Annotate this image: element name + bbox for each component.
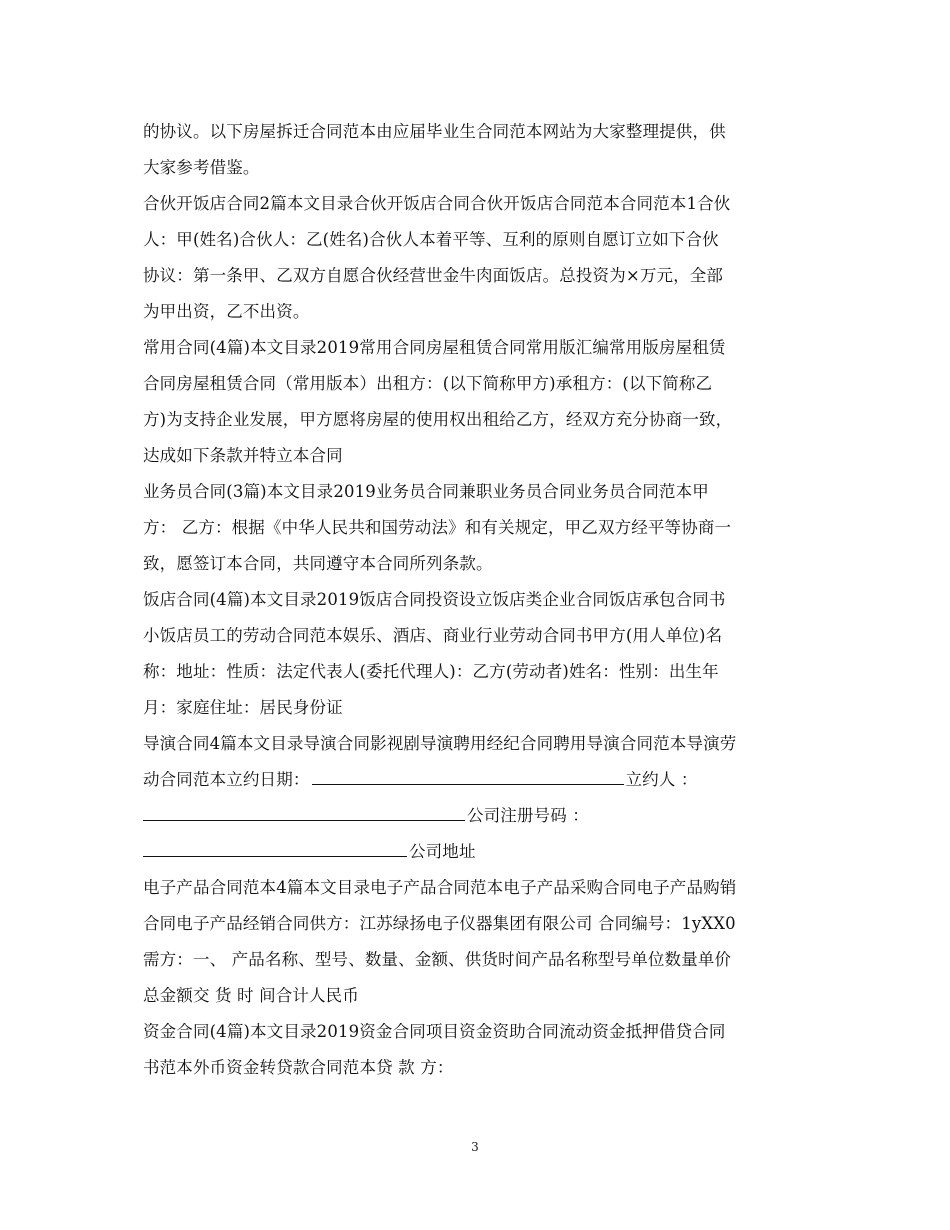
text-line: 书范本外币资金转贷款合同范本贷 款 方： — [143, 1058, 454, 1077]
text-line: 致，愿签订本合同，共同遵守本合同所列条款。 — [143, 554, 493, 573]
text-line: 合伙开饭店合同2篇本文目录合伙开饭店合同合伙开饭店合同范本合同范本1合伙 — [143, 194, 731, 213]
text-line: 小饭店员工的劳动合同范本娱乐、酒店、商业行业劳动合同书甲方(用人单位)名 — [143, 626, 723, 645]
text-line: 为甲出资，乙不出资。 — [143, 302, 310, 321]
text-line: 常用合同(4篇)本文目录2019常用合同房屋租赁合同常用版汇编常用版房屋租赁 — [143, 338, 726, 357]
text-line: 大家参考借鉴。 — [143, 158, 260, 177]
date-label: 动合同范本立约日期： — [143, 770, 310, 789]
text-line: 称：地址：性质：法定代表人(委托代理人)：乙方(劳动者)姓名：性别：出生年 — [143, 662, 719, 681]
paragraph-salesperson-contract — [143, 474, 819, 582]
paragraph-funding-contract — [143, 1014, 819, 1086]
date-blank-line — [312, 762, 624, 785]
paragraph-electronics-contract — [143, 870, 819, 1014]
text-line: 方)为支持企业发展，甲方愿将房屋的使用权出租给乙方，经双方充分协商一致， — [143, 410, 733, 429]
company-reg-blank-line — [143, 834, 407, 857]
text-line: 月：家庭住址：居民身份证 — [143, 698, 343, 717]
text-line — [143, 834, 819, 870]
paragraph-house-demolition — [143, 114, 819, 186]
text-line: 的协议。以下房屋拆迁合同范本由应届毕业生合同范本网站为大家整理提供，供 — [143, 122, 726, 141]
text-line: 饭店合同(4篇)本文目录2019饭店合同投资设立饭店类企业合同饭店承包合同书 — [143, 590, 726, 609]
text-line: 合同房屋租赁合同（常用版本）出租方：(以下简称甲方)承租方：(以下简称乙 — [143, 374, 713, 393]
text-line: 资金合同(4篇)本文目录2019资金合同项目资金资助合同流动资金抵押借贷合同 — [143, 1022, 726, 1041]
text-line: 人：甲(姓名)合伙人：乙(姓名)合伙人本着平等、互利的原则自愿订立如下合伙 — [143, 230, 719, 249]
paragraph-partnership-restaurant — [143, 186, 819, 330]
text-line: 达成如下条款并特立本合同 — [143, 446, 343, 465]
page-number: 3 — [471, 1140, 479, 1154]
text-line: 电子产品合同范本4篇本文目录电子产品合同范本电子产品采购合同电子产品购销 — [143, 878, 737, 897]
text-line — [143, 762, 819, 798]
text-line: 总金额交 货 时 间合计人民币 — [143, 986, 359, 1005]
company-address-label: 公司地址 — [409, 842, 476, 861]
party-label: 立约人 ： — [625, 770, 698, 789]
company-reg-label: 公司注册号码 ： — [467, 806, 589, 825]
text-line: 导演合同4篇本文目录导演合同影视剧导演聘用经纪合同聘用导演合同范本导演劳 — [143, 734, 737, 753]
party-blank-line — [143, 798, 465, 821]
document-body — [143, 114, 819, 1086]
text-line — [143, 798, 819, 834]
text-line: 合同电子产品经销合同供方：江苏绿扬电子仪器集团有限公司 合同编号：1yXX0 — [143, 914, 736, 933]
text-line: 协议：第一条甲、乙双方自愿合伙经营世金牛肉面饭店。总投资为×万元，全部 — [143, 266, 724, 285]
text-line: 方： 乙方：根据《中华人民共和国劳动法》和有关规定，甲乙双方经平等协商一 — [143, 518, 732, 537]
paragraph-restaurant-contract — [143, 582, 819, 726]
paragraph-director-contract — [143, 726, 819, 870]
text-line: 业务员合同(3篇)本文目录2019业务员合同兼职业务员合同业务员合同范本甲 — [143, 482, 709, 501]
paragraph-common-contract — [143, 330, 819, 474]
text-line: 需方：一、 产品名称、型号、数量、金额、供货时间产品名称型号单位数量单价 — [143, 950, 732, 969]
